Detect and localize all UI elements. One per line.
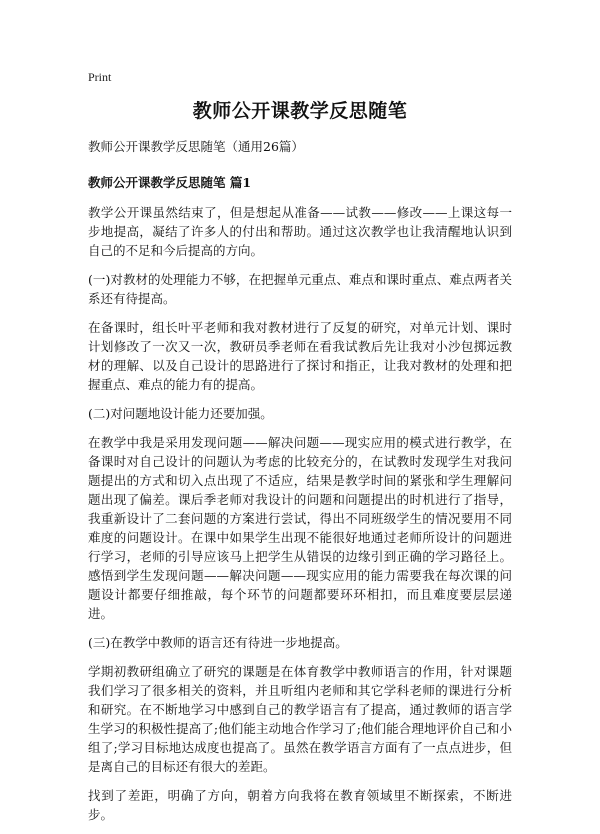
paragraph: 在备课时，组长叶平老师和我对教材进行了反复的研究，对单元计划、课时计划修改了一次又一次，教研员季老师在看我试教后先让我对小沙包掷远教材的理解、以及自己设计的思路进行了探讨和指正，让我对教材的处理和把握重点、难点的能力有的提高。 <box>88 320 512 392</box>
article <box>88 96 512 834</box>
paragraph: 在教学中我是采用发现问题——解决问题——现实应用的模式进行教学，在备课时对自己设计的问题认为考虑的比较充分的，在试教时发现学生对我问题提出的方式和切入点出现了不适应，结果是教学时间的紧张和学生理解问题出现了偏差。课后季老师对我设计的问题和问题提出的时机进行了指导，我重新设计了二套问题的方案进行尝试，得出不同班级学生的情况要用不同难度的问题设计。在课中如果学生出现不能很好地通过老师所设计的问题进行学习，老师的引导应该马上把学生从错误的边缘引到正确的学习路径上。感悟到学生发现问题——解决问题——现实应用的能力需要我在每次课的问题设计都要仔细推敲，每个环节的问题都要环环相扣，而且难度要层层递进。 <box>88 435 512 621</box>
print-link[interactable]: Print <box>88 70 112 84</box>
page-title: 教师公开课教学反思随笔 <box>192 100 408 122</box>
paragraph: 找到了差距，明确了方向，朝着方向我将在教育领域里不断探索，不断进步。 <box>88 788 512 822</box>
paragraph: (一)对教材的处理能力不够，在把握单元重点、难点和课时重点、难点两者关系还有待提高。 <box>88 272 512 306</box>
section-heading: 教师公开课教学反思随笔 篇1 <box>88 175 252 190</box>
paragraph: 学期初教研组确立了研究的课题是在体育教学中教师语言的作用，针对课题我们学习了很多相关的资料，并且听组内老师和其它学科老师的课进行分析和研究。在不断地学习中感到自己的教学语言有了提高，通过教师的语言学生学习的积极性提高了;他们能主动地合作学习了;他们能合理地评价自己和小组了;学习目标地达成度也提高了。虽然在教学语言方面有了一点点进步，但是离自己的目标还有很大的差距。 <box>88 664 512 774</box>
paragraph: 教学公开课虽然结束了，但是想起从准备——试教——修改——上课这每一步地提高，凝结了许多人的付出和帮助。通过这次教学也让我清醒地认识到自己的不足和今后提高的方向。 <box>88 205 512 258</box>
paragraph: (二)对问题地设计能力还要加强。 <box>88 406 273 421</box>
paragraph: (三)在教学中教师的语言还有待进一步地提高。 <box>88 635 348 650</box>
article-subtitle: 教师公开课教学反思随笔（通用26篇） <box>88 139 304 154</box>
